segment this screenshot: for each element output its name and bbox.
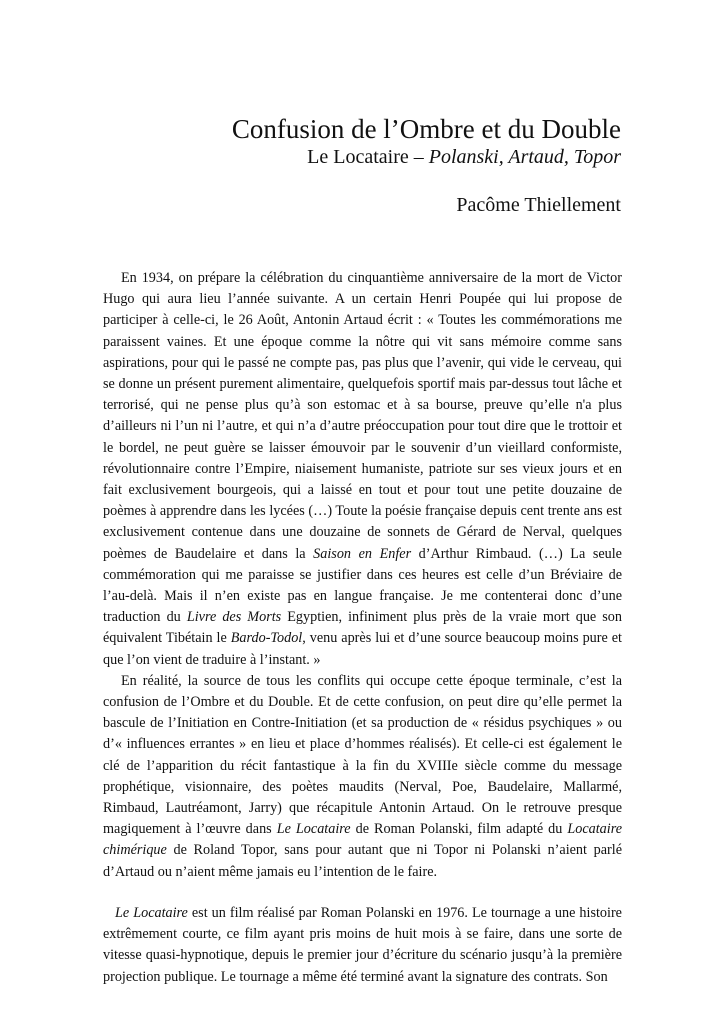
text-run: En réalité, la source de tous les conflits qui occupe cette époque terminale, c’est la confusion de l’Ombre et du Double. Et de cette confusion, on peut dire qu’elle permet la bascule de l’Initiation en Contre-Initiation (et sa production de « résidus psychiques » ou d’« influences errantes » en lieu et place d’hommes réalisés). Et celle-ci est également le clé de l’apparition du récit fantastique à la fin du XVIIIe siècle comme du message prophétique, visionnaire, des poètes maudits (Nerval, Poe, Baudelaire, Mallarmé, Rimbaud, Lautréamont, Jarry) que récapitule Antonin Artaud. On le retrouve presque magiquement à l’œuvre dans bbox=[103, 672, 622, 838]
italic-text: Locataire chimérique bbox=[103, 821, 622, 859]
text-run: d’Arthur Rimbaud. (…) La seule commémoration qui me paraisse se justifier dans ces heures est celle d’un Bréviaire de l’au-delà. Mais il n’en existe pas en langue française. Je me contenterai donc d’une traduction du bbox=[103, 545, 622, 626]
text-run: de Roland Topor, sans pour autant que ni Topor ni Polanski n’aient parlé d’Artaud ou n’aient même jamais eu l’intention de le faire. bbox=[103, 842, 622, 880]
paragraph bbox=[103, 268, 622, 671]
page-title: Confusion de l’Ombre et du Double bbox=[231, 114, 621, 144]
text-run: Egyptien, infiniment plus près de la vraie mort que son équivalent Tibétain le bbox=[103, 609, 622, 647]
text-run: est un film réalisé par Roman Polanski en 1976. Le tournage a une histoire extrêmement courte, ce film ayant pris moins de huit mois à se faire, dans une sorte de vitesse quasi-hypnotique, depuis le premier jour d’écriture du scénario jusqu’à la première projection publique. Le tournage a même été terminé avant la signature des contrats. Son bbox=[103, 904, 622, 985]
text-run: de Roman Polanski, film adapté du bbox=[350, 821, 568, 838]
body-text bbox=[103, 268, 622, 988]
subtitle-italic: Polanski, Artaud, Topor bbox=[428, 146, 621, 168]
header bbox=[232, 113, 621, 170]
italic-text: Le Locataire bbox=[115, 904, 188, 921]
italic-text: Livre des Morts bbox=[186, 609, 282, 626]
text-run: En 1934, on prépare la célébration du cinquantième anniversaire de la mort de Victor Hugo qui aura lieu l’année suivante. A un certain Henri Poupée qui lui propose de participer à celle-ci, le 26 Août, Antonin Artaud écrit : « Toutes les commémorations me paraissent vaines. Et une époque comme la nôtre qui vit sans mémoire comme sans aspirations, pour qui le passé ne compte pas, pas plus que l’avenir, qui vide le cerveau, qui se donne un présent purement alimentaire, quelquefois sportif mais par-dessus tout lâche et terrorisé, qui ne pense plus qu’à son estomac et à sa bourse, preuve qu’elle n'a plus d’ailleurs ni l’un ni l’autre, et qui n’a d’autre préoccupation pour tout dire que le trottoir et le bordel, ne peut guère se laisser émouvoir par le souvenir d’un vieillard conformiste, révolutionnaire contre l’Empire, niaisement humaniste, patriote sur ses vieux jours et en fait exclusivement bourgeois, qui a laissé en tout et pour tout une petite douzaine de poèmes à apprendre dans les lycées (…) Toute la poésie française depuis cent trente ans est exclusivement contenue dans une douzaine de sonnets de Gérard de Nerval, quelques poèmes de Baudelaire et dans la bbox=[103, 270, 622, 562]
author-name: Pacôme Thiellement bbox=[456, 194, 621, 216]
subtitle bbox=[232, 145, 621, 170]
italic-text: Bardo-Todol bbox=[230, 630, 303, 647]
italic-text: Le Locataire bbox=[276, 821, 351, 838]
paragraph bbox=[103, 903, 622, 988]
subtitle-roman: Le Locataire – bbox=[307, 146, 429, 168]
italic-text: Saison en Enfer bbox=[313, 545, 412, 562]
text-run: , venu après lui et d’une source beaucoup moins pure et que l’on vient de traduire à l’instant. » bbox=[103, 630, 622, 668]
paragraph bbox=[103, 671, 622, 883]
